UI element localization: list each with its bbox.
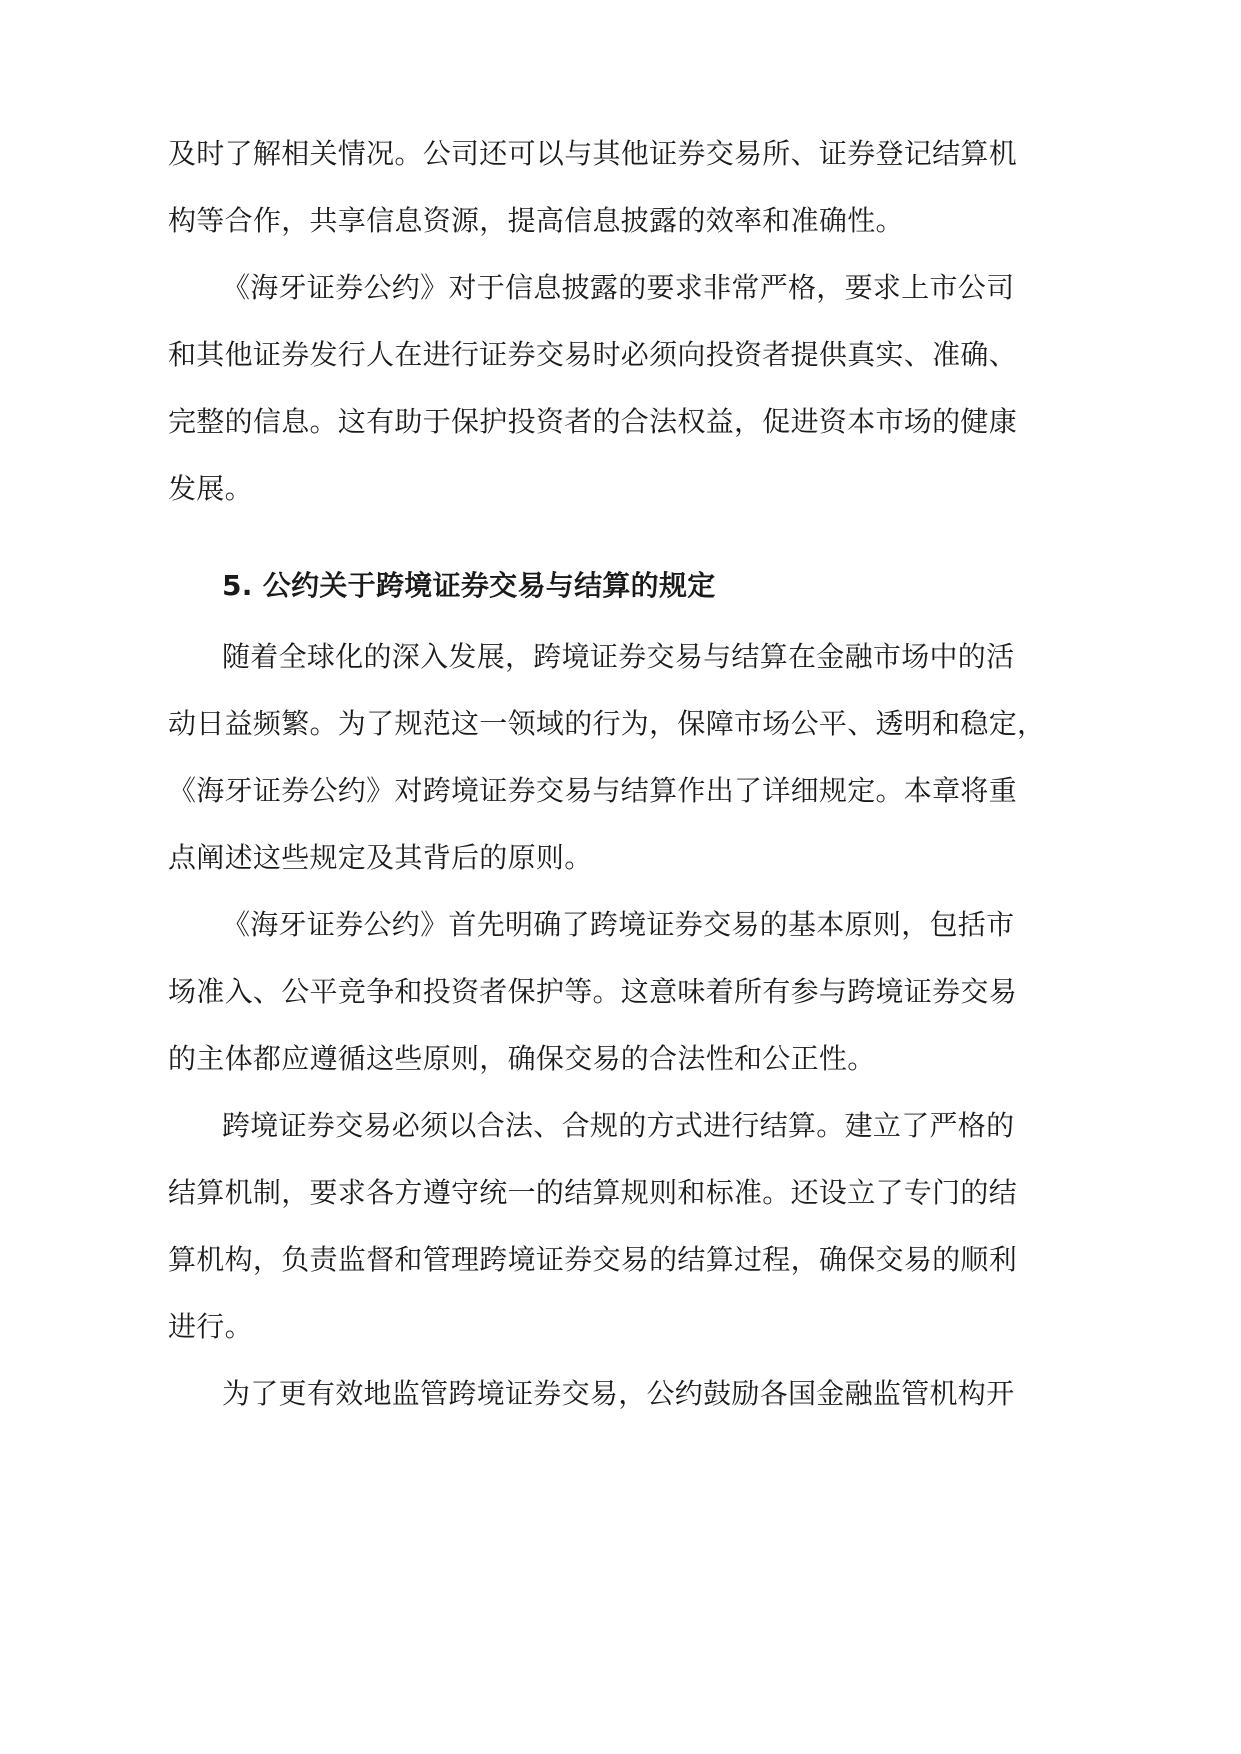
paragraph-line: 《海牙证券公约》对于信息披露的要求非常严格，要求上市公司 <box>222 271 1015 304</box>
paragraph-line: 场准入、公平竞争和投资者保护等。这意味着所有参与跨境证券交易 <box>168 975 1018 1008</box>
paragraph-line: 和其他证券发行人在进行证券交易时必须向投资者提供真实、准确、 <box>168 338 1018 371</box>
paragraph-line: 跨境证券交易必须以合法、合规的方式进行结算。建立了严格的 <box>222 1109 1015 1142</box>
paragraph-line: 《海牙证券公约》对跨境证券交易与结算作出了详细规定。本章将重 <box>168 774 1018 807</box>
paragraph-line: 点阐述这些规定及其背后的原则。 <box>168 841 593 874</box>
paragraph-line: 完整的信息。这有助于保护投资者的合法权益，促进资本市场的健康 <box>168 405 1018 438</box>
paragraph-line: 发展。 <box>168 472 253 505</box>
paragraph-line: 《海牙证券公约》首先明确了跨境证券交易的基本原则，包括市 <box>222 908 1015 941</box>
paragraph-line: 算机构，负责监督和管理跨境证券交易的结算过程，确保交易的顺利 <box>168 1243 1018 1276</box>
paragraph-line: 构等合作，共享信息资源，提高信息披露的效率和准确性。 <box>168 204 904 237</box>
paragraph-line: 为了更有效地监管跨境证券交易，公约鼓励各国金融监管机构开 <box>222 1377 1015 1410</box>
paragraph-line: 动日益频繁。为了规范这一领域的行为，保障市场公平、透明和稳定， <box>168 707 1046 740</box>
paragraph-line: 的主体都应遵循这些原则，确保交易的合法性和公正性。 <box>168 1042 876 1075</box>
paragraph-line: 结算机制，要求各方遵守统一的结算规则和标准。还设立了专门的结 <box>168 1176 1018 1209</box>
paragraph-line: 进行。 <box>168 1310 253 1343</box>
paragraph-line: 及时了解相关情况。公司还可以与其他证券交易所、证券登记结算机 <box>168 137 1018 170</box>
paragraph-line: 随着全球化的深入发展，跨境证券交易与结算在金融市场中的活 <box>222 640 1015 673</box>
section-heading: 5. 公约关于跨境证券交易与结算的规定 <box>222 569 716 602</box>
